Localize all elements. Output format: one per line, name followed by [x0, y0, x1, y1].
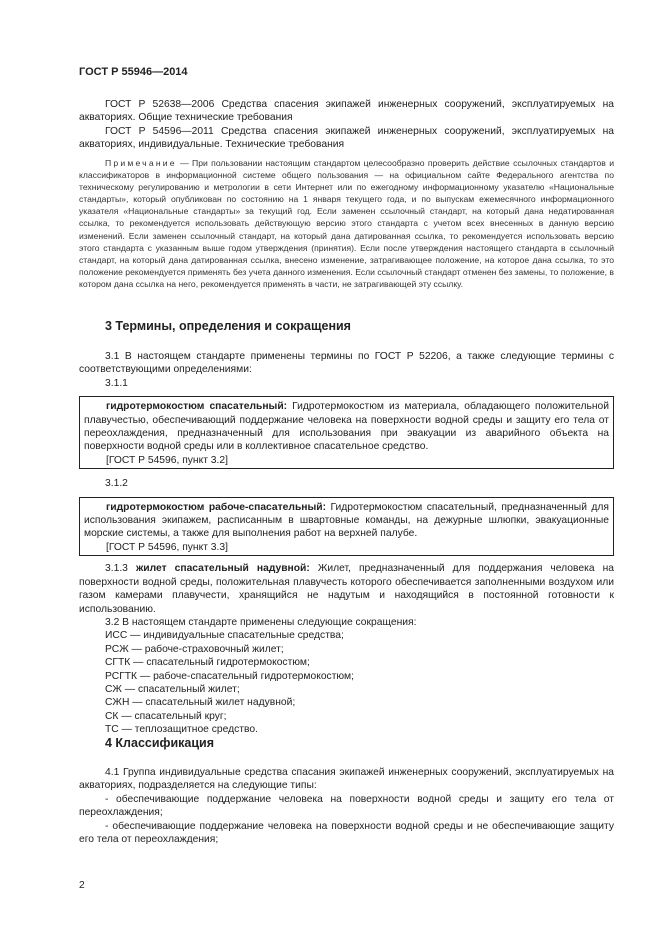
list-item: СЖ — спасательный жилет; [105, 683, 240, 695]
list-item: РСЖ — рабоче-страховочный жилет; [105, 643, 284, 655]
section-heading: 3 Термины, определения и сокращения [105, 319, 351, 333]
paragraph-3-2: 3.2 В настоящем стандарте применены следующие сокращения: [105, 616, 417, 628]
note-text: — При пользовании настоящим стандартом целесообразно проверить действие ссылочных стандартов и классификаторов в информационной системе общего пользования — на официальном сайте Федерального агентства по техническому регулированию и метрологии в сети Интернет или по ежегодному информационному указателю «Национальные стандарты», который опубликован по состоянию на 1 января текущего года, и по выпускам ежемесячного информационного указателя «Национальные стандарты» за текущий год. Если заменен ссылочный стандарт, на который дана недатированная ссылка, то рекомендуется использовать действующую версию этого стандарта с учетом всех внесенных в данную версию изменений. Если заменен ссылочный стандарт, на который дана датированная ссылка, то рекомендуется использовать версию этого стандарта с указанным выше годом утверждения (принятия). Если после утверждения настоящего стандарта в ссылочный стандарт, на который дана датированная ссылка, внесено изменение, затрагивающее положение, на которое дана ссылка, то это положение рекомендуется применять без учета данного изменения. Если ссылочный стандарт отменен без замены, то положение, в котором дана ссылка на него, рекомендуется применять в части, не затрагивающей эту ссылку. [79, 158, 614, 289]
reference-item: ГОСТ Р 52638—2006 Средства спасения экипажей инженерных сооружений, эксплуатируемых на акваториях. Общие технические требования [79, 99, 614, 124]
term-box [79, 497, 614, 557]
note-label: Примечание [105, 158, 177, 168]
section-4-body [79, 766, 614, 846]
term-definition: Гидротермокостюм из материала, обладающего положительной плавучестью, обеспечивающий поддержание человека на поверхности водной среды и защиту его тела от переохлаждения, предназначенный для использования при эвакуации из аварийного объекта на поверхности водной среды или в коллективное спасательное средство. [84, 401, 609, 453]
section-3-body [79, 350, 614, 737]
reference-item: ГОСТ Р 54596—2011 Средства спасения экипажей инженерных сооружений, эксплуатируемых на акваториях, индивидуальные. Технические требования [79, 125, 614, 151]
clause-number: 3.1.2 [105, 478, 128, 490]
term-source: [ГОСТ Р 54596, пункт 3.3] [106, 541, 228, 553]
term-source: [ГОСТ Р 54596, пункт 3.2] [106, 454, 228, 466]
section-4 [79, 736, 614, 750]
list-item: - обеспечивающие поддержание человека на поверхности водной среды и защиту его тела от переохлаждения; [79, 793, 614, 819]
section-3 [79, 319, 614, 333]
paragraph-3-1: 3.1 В настоящем стандарте применены термины по ГОСТ Р 52206, а также следующие термины с соответствующими определениями: [79, 351, 614, 376]
term-name: гидротермокостюм спасательный: [106, 401, 288, 413]
note-block [79, 157, 614, 290]
normative-references [79, 98, 614, 152]
list-item: СК — спасательный круг; [105, 710, 227, 722]
paragraph-4-1: 4.1 Группа индивидуальные средства спасания экипажей инженерных сооружений, эксплуатируемых на акваториях, подразделяется на следующие типы: [79, 767, 614, 792]
list-item: РСГТК — рабоче-спасательный гидротермокостюм; [105, 670, 354, 682]
section-heading: 4 Классификация [105, 736, 215, 750]
list-item: СГТК — спасательный гидротермокостюм; [105, 657, 310, 669]
term-box [79, 396, 614, 469]
list-item: ТС — теплозащитное средство. [105, 724, 258, 736]
list-item: СЖН — спасательный жилет надувной; [105, 697, 296, 709]
list-item: ИСС — индивидуальные спасательные средства; [105, 630, 344, 642]
abbreviation-list [79, 629, 614, 736]
document-header: ГОСТ Р 55946—2014 [79, 66, 188, 78]
clause-number: 3.1.3 [105, 563, 136, 575]
term-definition: Жилет, предназначенный для поддержания человека на поверхности водной среды, положительная плавучесть которого обеспечивается заполненными воздухом или газом камерами плавучести, хранящийся не надутым и находящийся в постоянной готовности к использованию. [79, 563, 615, 615]
term-definition: Гидротермокостюм спасательный, предназначенный для использования экипажем, расписанным в швартовные команды, на дежурные шлюпки, эвакуационные морские системы, а также для выполнения работ на верхней палубе. [84, 501, 609, 540]
page-number: 2 [79, 880, 85, 891]
term-name: жилет спасательный надувной: [135, 563, 310, 575]
list-item: - обеспечивающие поддержание человека на поверхности водной среды и не обеспечивающие защиту его тела от переохлаждения; [79, 820, 614, 846]
term-name: гидротермокостюм рабоче-спасательный: [106, 501, 327, 513]
clause-number: 3.1.1 [105, 377, 128, 389]
